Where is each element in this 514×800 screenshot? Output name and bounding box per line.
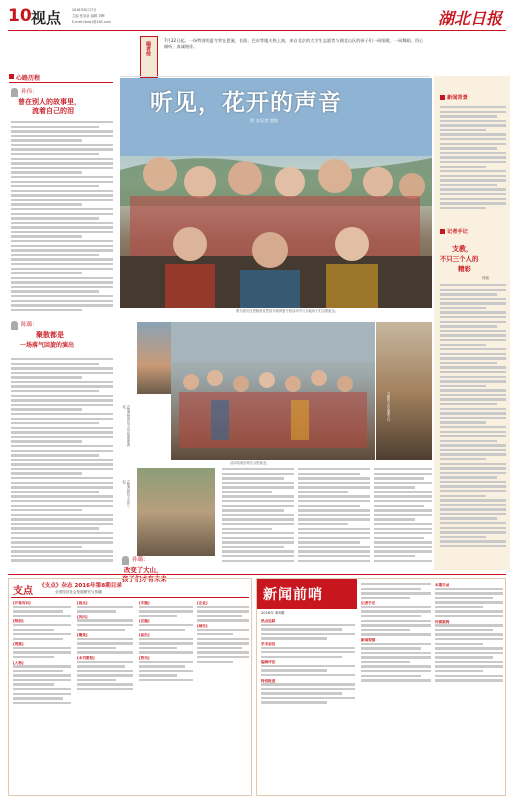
- author-avatar: [11, 321, 18, 330]
- ad-qianshao-col2: [361, 583, 431, 791]
- mid-right-caption: 当地孩子们表演节目。: [386, 392, 390, 424]
- section-title: 视点: [31, 9, 62, 27]
- ad-col-head: [视点]: [77, 601, 88, 605]
- ad-zhidian-col1: [13, 601, 71, 791]
- ad-zhidian-col3: [139, 601, 193, 791]
- left-rule: [9, 82, 113, 83]
- ad-qianshao-banner: [257, 579, 357, 609]
- editor-note-tag-text: 编者按: [145, 41, 151, 56]
- bottom-rule: [8, 574, 506, 575]
- ad-qianshao-col1: [261, 619, 355, 791]
- ad-col-head: [开卷有识]: [13, 601, 31, 605]
- notes-title-2: 不只三个人的: [440, 255, 479, 263]
- story2-heading: [18, 320, 113, 355]
- right-sidebar: [434, 76, 510, 570]
- story1-body: [11, 121, 113, 319]
- story2-body: [11, 358, 113, 570]
- ad-col-head: [聚焦]: [77, 633, 88, 638]
- ad-zhidian-subtitle: 全省经济社会发展研究与传播: [55, 590, 102, 594]
- brand-logo: 湖北日报: [437, 9, 502, 28]
- ad-col-head: [观察]: [13, 642, 24, 647]
- editor-note-text: 7月22日起，一场特别的夏令营在恩施、长阳、巴东等地火热上演，来自北京的大学生志愿者与湖北山区的孩子们一同唱歌、一同舞蹈，用心倾听、真诚陪伴。: [164, 38, 424, 50]
- ad-col-head: [专题]: [139, 601, 150, 605]
- header-rule-lower: [120, 76, 430, 77]
- header-date: 2016年8月17日: [72, 8, 97, 12]
- ad-q-head: 热点追踪: [261, 619, 276, 623]
- notes-title-3: 精彩: [458, 265, 471, 273]
- story3-title-2: 孩子们才有未来: [122, 575, 167, 583]
- author-avatar: [11, 88, 18, 97]
- main-headline: 听见，花开的声音: [150, 90, 342, 116]
- ad-col-head: [人物]: [13, 660, 24, 665]
- ad-zhidian-logo: 支点: [13, 586, 33, 597]
- ad-zhidian-title: 《支点》杂志 2016年第8期目录: [39, 583, 122, 589]
- ad-zhidian-col2: [77, 601, 133, 791]
- editor-note-tag: [140, 36, 158, 78]
- ad-q-head: 传媒案例: [435, 619, 450, 624]
- main-photo-caption: 图为营员在恩施州宣恩县开展的夏令营活动中与当地孩子们合影留念。: [236, 309, 339, 313]
- ad-q-subtitle: 本期目录: [435, 583, 450, 587]
- ad-q-head: 记者手记: [361, 601, 376, 606]
- ad-col-head: [前沿]: [139, 633, 150, 638]
- story1-title-1: 曾在别人的故事里，: [18, 98, 81, 106]
- ad-zhidian-col4: [197, 601, 249, 791]
- ad-q-head: 新闻观察: [361, 637, 376, 642]
- ad-zhidian-divider: [11, 597, 249, 598]
- mid-body-col2: [298, 468, 370, 568]
- ad-col-head: [资讯]: [139, 655, 150, 660]
- mid-photo-group: [171, 322, 375, 460]
- main-photo: [120, 78, 432, 308]
- news-background-tag-text: 新闻背景: [447, 95, 468, 101]
- story1-author: 孙伟：: [21, 89, 38, 95]
- story1-heading: [18, 87, 113, 117]
- tag-marker: [440, 95, 445, 100]
- mid-photo-left: [137, 322, 171, 394]
- header-rule: [8, 30, 506, 31]
- header-contact: E-mail:hbrb1@163.com: [72, 20, 111, 24]
- author-avatar: [122, 556, 129, 565]
- small-photo: [137, 468, 215, 556]
- mid-body-col1: [222, 468, 294, 568]
- group-photo-caption: 活动结束后师生合影留念。: [230, 461, 270, 465]
- story2-title-2: 一场落气回旋的演出: [20, 342, 75, 349]
- ad-q-head: 特别报道: [261, 678, 276, 683]
- story2-author: 陈璐：: [21, 322, 38, 328]
- ad-qianshao-issue: 2016年 第8期: [261, 611, 285, 615]
- section-label-marker: [9, 74, 14, 79]
- ad-col-head: [议题]: [139, 619, 150, 624]
- notes-body: [440, 284, 506, 566]
- mid-left-caption: 志愿者带领孩子们开展集体游戏。: [121, 405, 130, 447]
- ad-q-head: 编辑评论: [261, 660, 276, 665]
- notes-tag-text: 记者手记: [447, 229, 468, 235]
- section-label-text: 心路历程: [16, 75, 41, 82]
- ad-col-head: [企业]: [197, 601, 208, 605]
- ad-qianshao-col3: [435, 583, 503, 791]
- story3-title-1: 改变了大山，: [124, 566, 163, 574]
- page-number: 10: [8, 6, 32, 26]
- mid-body-col3: [374, 468, 432, 568]
- mid-photo-right: [376, 322, 432, 460]
- notes-title-1: 支教，: [452, 245, 473, 253]
- story2-title-1: 聚散都是: [36, 331, 64, 339]
- news-background-tag: [440, 94, 504, 102]
- section-label: [9, 73, 114, 81]
- story3-author: 孙璐：: [132, 557, 149, 563]
- story1-title-2: 流着自己的泪: [32, 107, 74, 115]
- page-header: [8, 6, 506, 32]
- ad-q-head: 学术前沿: [261, 641, 276, 646]
- ad-col-head: [风向]: [77, 614, 88, 619]
- mid-photo-group-art: [171, 322, 375, 460]
- ad-col-head: [本刊策划]: [77, 655, 95, 660]
- ad-col-head: [城市]: [197, 623, 208, 628]
- ad-qianshao: [256, 578, 506, 796]
- ad-qianshao-logo: 新闻前哨: [263, 587, 323, 603]
- ad-col-head: [特别]: [13, 619, 24, 624]
- tag-marker: [440, 229, 445, 234]
- ad-zhidian: [8, 578, 252, 796]
- main-byline: 图 文/记者 徐凯: [250, 118, 278, 123]
- header-editor: 主编 张皇皇 编辑 刘晖: [72, 14, 105, 18]
- small-left-caption: 志愿者和孩子们在一起。: [121, 480, 130, 509]
- notes-author: 徐凯: [482, 276, 490, 280]
- news-background-body: [440, 106, 506, 218]
- notes-tag: [440, 228, 504, 236]
